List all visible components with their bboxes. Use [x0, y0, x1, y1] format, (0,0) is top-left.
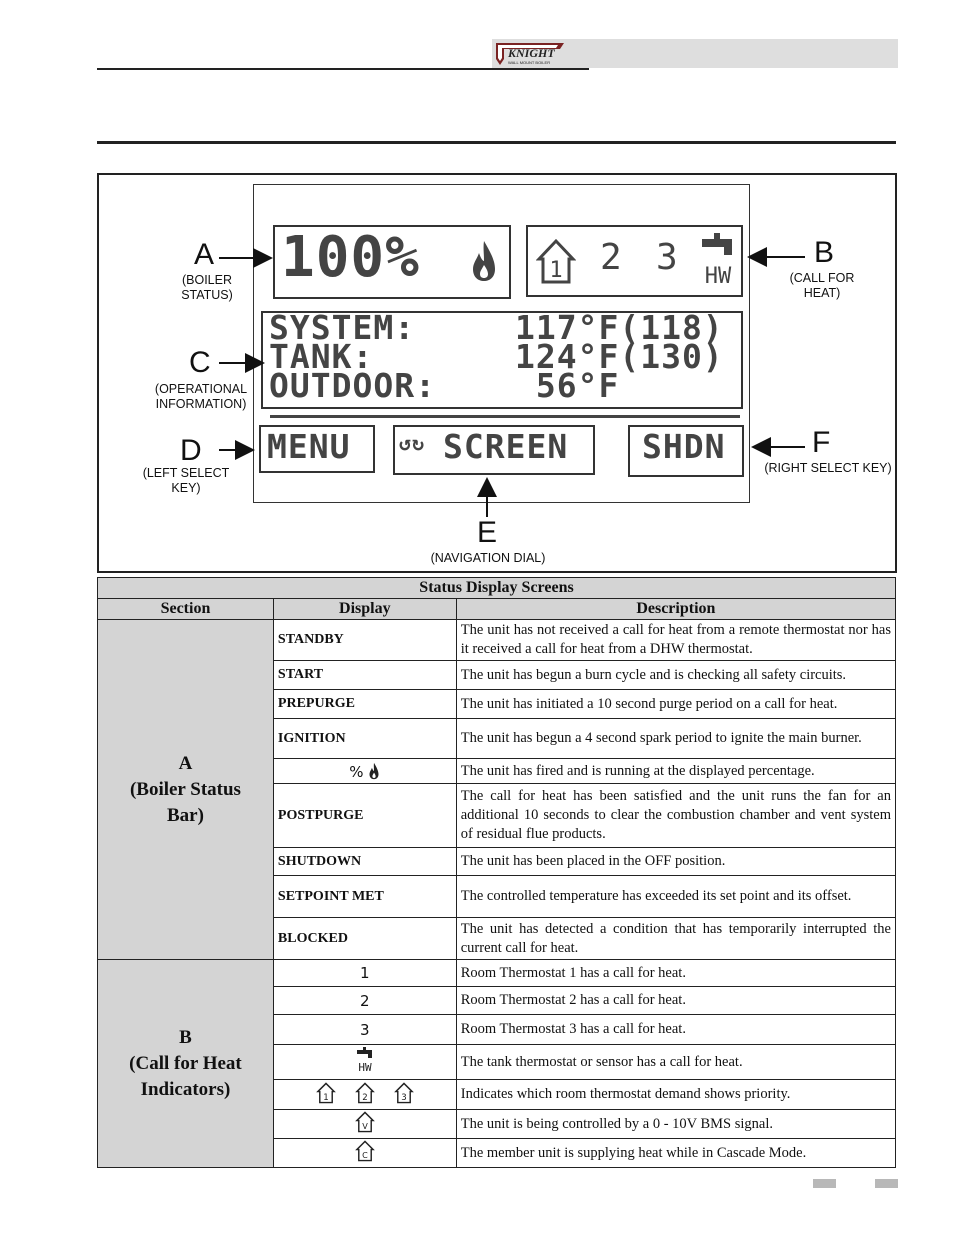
description-cell: The unit is being controlled by a 0 - 10V BMS signal. — [456, 1110, 895, 1139]
footer-mark — [813, 1179, 836, 1188]
percent-sign: % — [349, 762, 364, 781]
display-cell: 3 — [273, 1015, 456, 1045]
display-cell: SHUTDOWN — [273, 848, 456, 876]
callout-a-letter: A — [194, 238, 215, 271]
display-cell: 2 — [273, 987, 456, 1015]
knight-logo — [494, 41, 566, 67]
house-c-icon — [355, 1140, 375, 1162]
display-cell — [273, 1139, 456, 1168]
house-number: 1 — [549, 258, 563, 283]
callout-arrows — [97, 173, 897, 573]
description-cell: The unit has detected a condition that has temporarily interrupted the current call for heat. — [456, 918, 895, 960]
table-title: Status Display Screens — [98, 578, 896, 599]
footer-mark — [875, 1179, 898, 1188]
section-name: (Call for Heat Indicators) — [129, 1052, 242, 1100]
description-cell: The member unit is supplying heat while in Cascade Mode. — [456, 1139, 895, 1168]
description-cell: The unit has begun a 4 second spark period to ignite the main burner. — [456, 719, 895, 759]
info-label: SYSTEM: — [269, 308, 416, 347]
info-value: 56°F — [515, 366, 620, 405]
callout-e-sub: (NAVIGATION DIAL) — [430, 551, 546, 565]
table-row — [98, 960, 896, 987]
section-rule — [97, 141, 896, 144]
callout-f-sub: (RIGHT SELECT KEY) — [764, 461, 892, 475]
col-header-display: Display — [273, 599, 456, 620]
description-cell: The tank thermostat or sensor has a call for heat. — [456, 1045, 895, 1080]
description-cell: The unit has initiated a 10 second purge period on a call for heat. — [456, 690, 895, 719]
info-value: 124°F(130) — [515, 337, 724, 376]
info-value: 117°F(118) — [515, 308, 724, 347]
house-icon — [394, 1082, 414, 1104]
description-cell: Indicates which room thermostat demand shows priority. — [456, 1080, 895, 1110]
description-cell: The unit has not received a call for heat from a remote thermostat nor has it received a call for heat from a DHW thermostat. — [456, 620, 895, 661]
callout-c-letter: C — [189, 346, 211, 379]
house-letter: V — [362, 1121, 368, 1132]
logo-subtext: WALL MOUNT BOILER — [508, 60, 551, 65]
callout-a-sub: (BOILER STATUS) — [181, 273, 233, 302]
display-cell: PREPURGE — [273, 690, 456, 719]
hw-label: HW — [358, 1061, 372, 1074]
header-rule — [97, 68, 589, 70]
boiler-status-text: 100% — [281, 225, 420, 290]
right-key-label: SHDN — [642, 427, 726, 466]
display-cell — [273, 1110, 456, 1139]
house-v-icon — [355, 1111, 375, 1133]
display-cell: POSTPURGE — [273, 784, 456, 848]
display-cell — [273, 1045, 456, 1080]
display-cell: STANDBY — [273, 620, 456, 661]
callout-f-letter: F — [812, 426, 831, 459]
display-cell — [273, 1080, 456, 1110]
callout-e-letter: E — [477, 516, 498, 549]
display-cell: IGNITION — [273, 719, 456, 759]
hw-label: HW — [704, 264, 732, 289]
status-display-table — [97, 577, 896, 1168]
display-cell: SETPOINT MET — [273, 876, 456, 918]
section-b-cell — [98, 960, 274, 1168]
section-name: (Boiler Status Bar) — [129, 778, 241, 826]
display-cell: 1 — [273, 960, 456, 987]
description-cell: The call for heat has been satisfied and the unit runs the fan for an additional 10 seconds to clear the combustion chamber and vent system of residual flue products. — [456, 784, 895, 848]
logo-text: KNIGHT — [508, 46, 555, 60]
nav-rotate-icon: ↺↻ — [399, 431, 426, 455]
description-cell: Room Thermostat 1 has a call for heat. — [456, 960, 895, 987]
description-cell: Room Thermostat 2 has a call for heat. — [456, 987, 895, 1015]
description-cell: The unit has fired and is running at the displayed percentage. — [456, 759, 895, 784]
description-cell: The controlled temperature has exceeded its set point and its offset. — [456, 876, 895, 918]
col-header-section: Section — [98, 599, 274, 620]
house-icon — [355, 1082, 375, 1104]
callout-b-letter: B — [814, 236, 835, 269]
call-number-2: 2 — [600, 237, 623, 278]
info-label: OUTDOOR: — [269, 366, 436, 405]
display-cell: START — [273, 661, 456, 690]
table-row — [98, 620, 896, 661]
section-letter: A — [178, 752, 193, 774]
house-icon — [316, 1082, 336, 1104]
display-cell — [273, 759, 456, 784]
callout-d-sub: (LEFT SELECT KEY) — [142, 466, 230, 495]
info-label: TANK: — [269, 337, 374, 376]
house-number: 3 — [400, 1092, 407, 1103]
description-cell: The unit has been placed in the OFF position. — [456, 848, 895, 876]
call-number-3: 3 — [656, 237, 679, 278]
house-number: 2 — [362, 1092, 368, 1103]
callout-b-sub: (CALL FOR HEAT) — [789, 271, 855, 300]
left-key-label: MENU — [267, 427, 351, 466]
display-cell: BLOCKED — [273, 918, 456, 960]
callout-c-sub: (OPERATIONAL INFORMATION) — [154, 382, 248, 411]
description-cell: Room Thermostat 3 has a call for heat. — [456, 1015, 895, 1045]
house-number: 1 — [323, 1092, 329, 1103]
hot-water-icon — [354, 1046, 376, 1074]
house-letter: C — [361, 1150, 368, 1161]
description-cell: The unit has begun a burn cycle and is checking all safety circuits. — [456, 661, 895, 690]
flame-icon — [368, 762, 380, 780]
nav-key-label: SCREEN — [443, 427, 569, 466]
section-letter: B — [179, 1026, 192, 1048]
col-header-description: Description — [456, 599, 895, 620]
section-a-cell — [98, 620, 274, 960]
callout-d-letter: D — [180, 434, 202, 467]
